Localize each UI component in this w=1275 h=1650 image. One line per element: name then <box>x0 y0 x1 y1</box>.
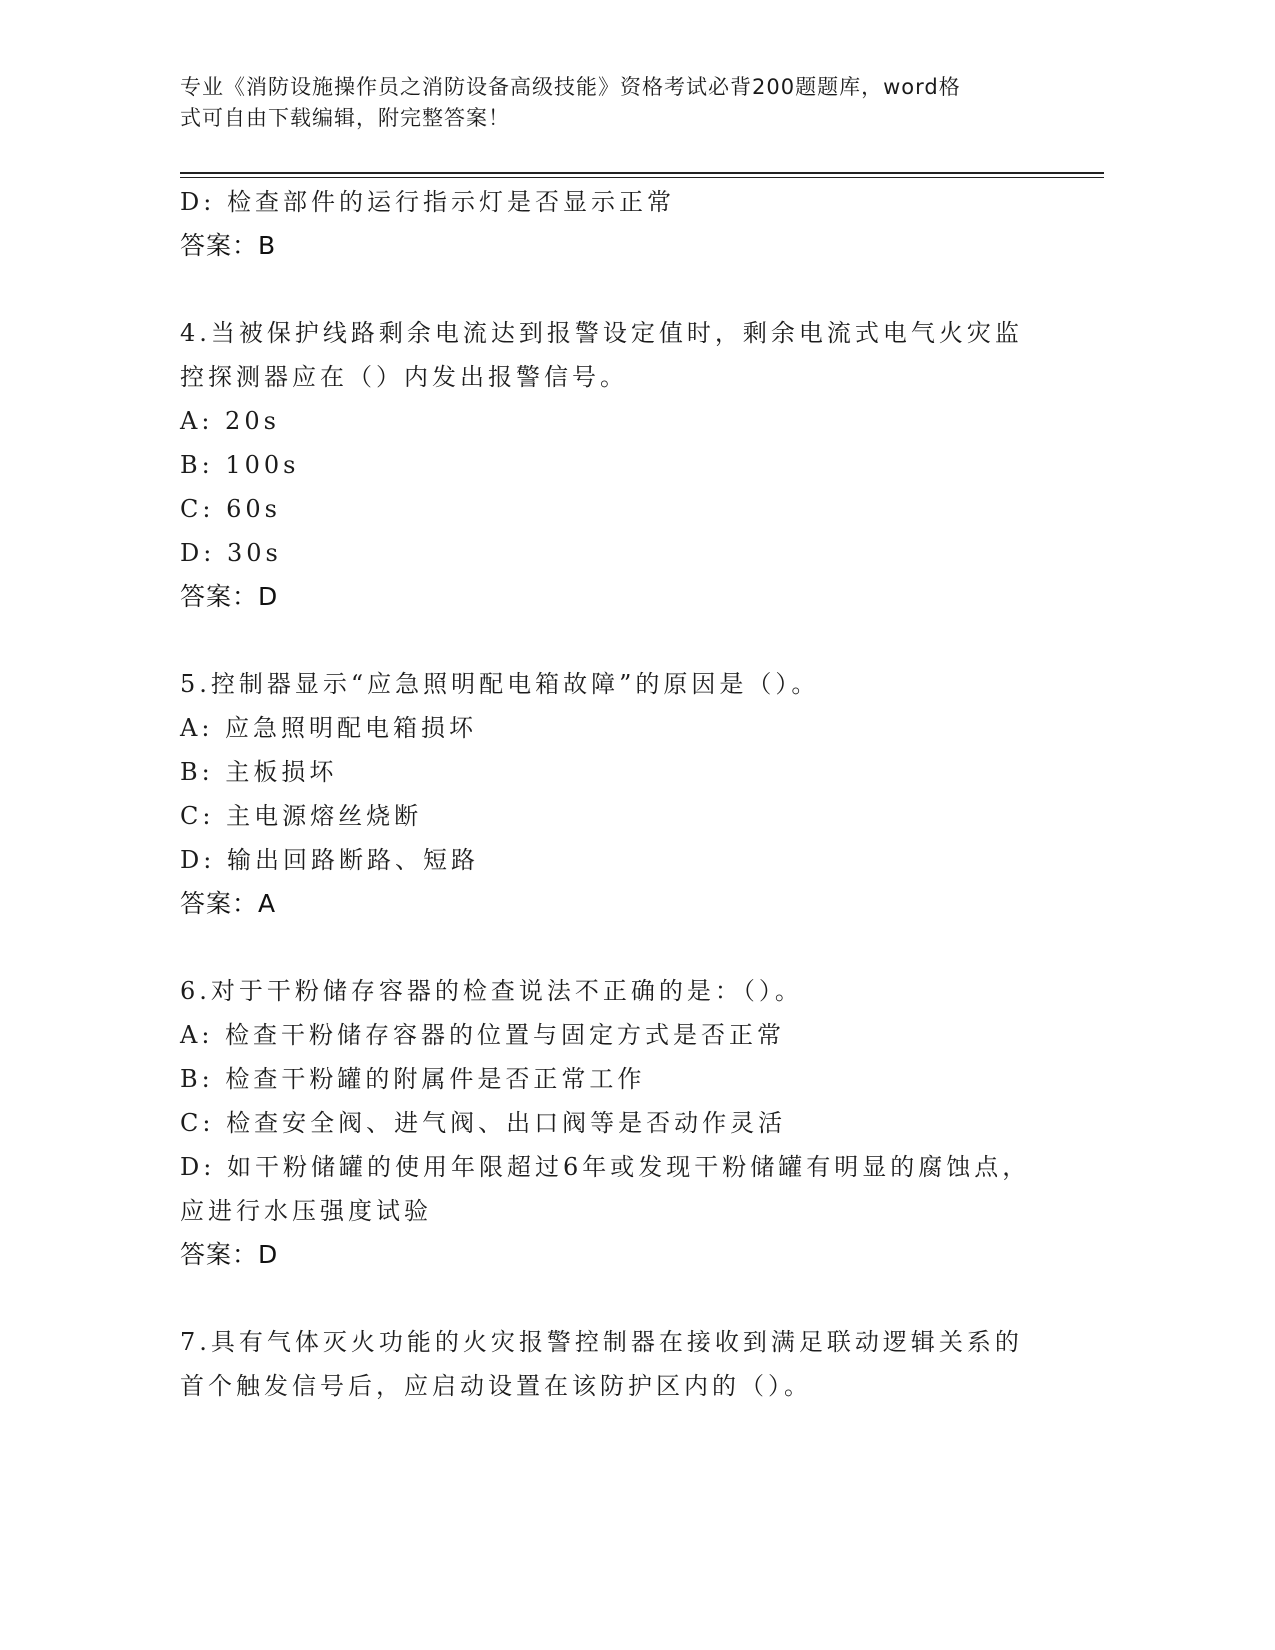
header-divider-bottom <box>180 177 1104 178</box>
question-text: 4.当被保护线路剩余电流达到报警设定值时，剩余电流式电气火灾监 <box>180 319 1023 347</box>
option-c: C: 检查安全阀、进气阀、出口阀等是否动作灵活 <box>180 1109 787 1137</box>
question-5 <box>180 662 1040 926</box>
question-content <box>180 180 1040 1408</box>
question-4 <box>180 311 1040 619</box>
question-7 <box>180 1320 1040 1408</box>
question-text: 5.控制器显示“应急照明配电箱故障”的原因是（）。 <box>180 670 820 698</box>
option-b: B: 主板损坏 <box>180 758 338 786</box>
option-d: D: 30s <box>180 539 282 567</box>
question-3-continued <box>180 180 1040 268</box>
option-b: B: 100s <box>180 451 300 479</box>
option-c: C: 主电源熔丝烧断 <box>180 802 423 830</box>
answer: 答案：A <box>180 889 277 918</box>
question-text: 7.具有气体灭火功能的火灾报警控制器在接收到满足联动逻辑关系的 <box>180 1328 1023 1356</box>
option-d: D: 如干粉储罐的使用年限超过6年或发现干粉储罐有明显的腐蚀点， <box>180 1153 1031 1181</box>
option-a: A: 应急照明配电箱损坏 <box>180 714 478 742</box>
option-a: A: 检查干粉储存容器的位置与固定方式是否正常 <box>180 1021 786 1049</box>
question-text: 控探测器应在（）内发出报警信号。 <box>180 363 628 391</box>
question-6 <box>180 969 1040 1277</box>
option-a: A: 20s <box>180 407 280 435</box>
option-d: D: 输出回路断路、短路 <box>180 846 479 874</box>
answer: 答案：B <box>180 231 277 260</box>
option-d-continued: 应进行水压强度试验 <box>180 1197 432 1225</box>
option-c: C: 60s <box>180 495 281 523</box>
answer: 答案：D <box>180 1240 279 1269</box>
header-line-1: 专业《消防设施操作员之消防设备高级技能》资格考试必背200题题库，word格 <box>180 75 961 99</box>
option-b: B: 检查干粉罐的附属件是否正常工作 <box>180 1065 646 1093</box>
question-text: 首个触发信号后，应启动设置在该防护区内的（）。 <box>180 1372 812 1400</box>
option-d: D: 检查部件的运行指示灯是否显示正常 <box>180 188 675 216</box>
question-text: 6.对于干粉储存容器的检查说法不正确的是：（）。 <box>180 977 803 1005</box>
document-header <box>180 72 1040 134</box>
header-line-2: 式可自由下载编辑，附完整答案！ <box>180 106 510 130</box>
header-divider-top <box>180 172 1104 174</box>
answer: 答案：D <box>180 582 279 611</box>
